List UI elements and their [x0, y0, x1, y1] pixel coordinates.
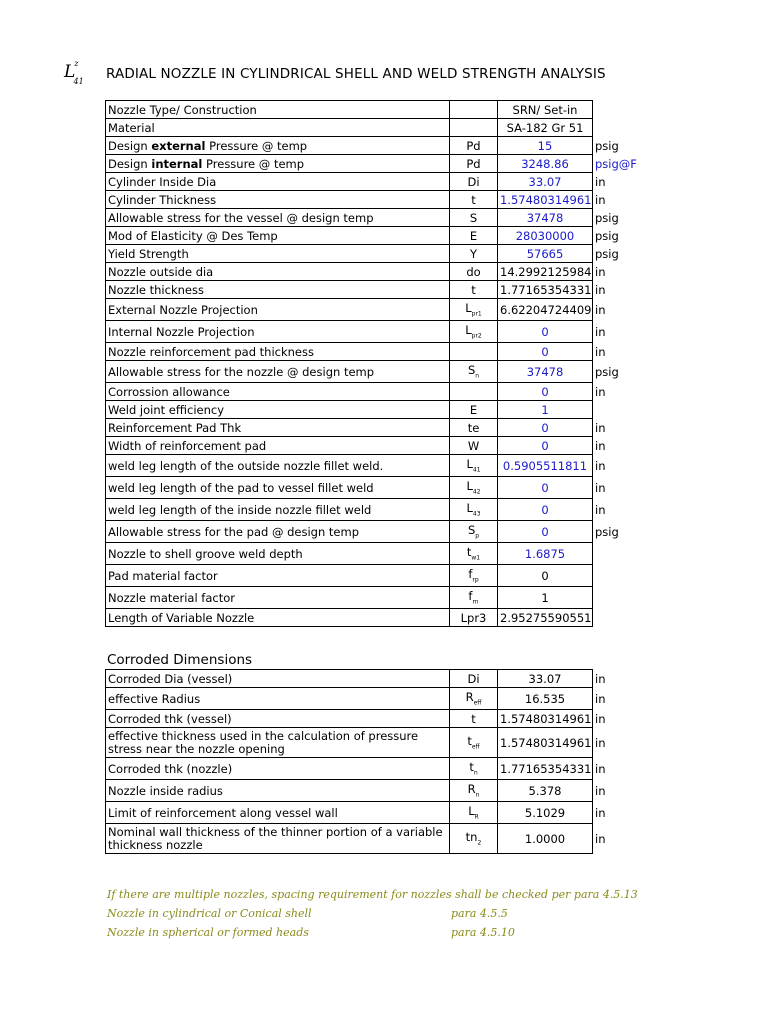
symbol-text: W [467, 438, 480, 453]
row-symbol [450, 710, 498, 728]
symbol-subscript: eff [471, 743, 480, 751]
note-text: If there are multiple nozzles, spacing requirement for nozzles shall be checked per para 4.5.13 [107, 888, 638, 901]
table-row [106, 780, 641, 802]
symbol-subscript: pr1 [471, 310, 482, 318]
logo-sub: 41 [73, 77, 84, 87]
row-symbol [450, 263, 498, 281]
symbol-subscript: pr2 [471, 332, 482, 340]
row-value: 1.77165354331 [498, 281, 593, 299]
row-symbol [450, 227, 498, 245]
table-row [106, 419, 641, 437]
table-row [106, 383, 641, 401]
row-label [106, 155, 450, 173]
row-symbol [450, 155, 498, 173]
row-value: 37478 [498, 361, 593, 383]
row-unit [593, 587, 641, 609]
row-unit [593, 543, 641, 565]
label-part: Design [108, 138, 152, 153]
row-value: 1.6875 [498, 543, 593, 565]
row-label: Nozzle reinforcement pad thickness [106, 343, 450, 361]
note-text: Nozzle in spherical or formed heads [107, 926, 309, 939]
row-unit: in [595, 691, 606, 706]
row-symbol [450, 780, 498, 802]
row-value: 28030000 [498, 227, 593, 245]
row-value: 0 [498, 499, 593, 521]
row-value: 0.5905511811 [498, 455, 593, 477]
row-unit [593, 609, 641, 627]
symbol-text: t [466, 545, 472, 560]
symbol-subscript: 42 [472, 488, 481, 496]
row-label: Corrossion allowance [106, 383, 450, 401]
row-unit: in [595, 671, 606, 686]
symbol-subscript: 43 [472, 510, 481, 518]
row-label: Nominal wall thickness of the thinner portion of a variable thickness nozzle [106, 824, 450, 854]
row-label: Allowable stress for the pad @ design temp [106, 521, 450, 543]
symbol-subscript: w1 [471, 554, 481, 562]
symbol-text: Lpr3 [460, 610, 487, 625]
row-unit: in [595, 324, 606, 339]
logo-sup: z [74, 59, 79, 69]
note-text: Nozzle in cylindrical or Conical shell [107, 907, 312, 920]
table-row [106, 499, 641, 521]
note-line [107, 926, 638, 945]
row-unit: in [595, 711, 606, 726]
note-line [107, 907, 638, 926]
row-label: Allowable stress for the vessel @ design temp [106, 209, 450, 227]
row-value: 1.57480314961 [498, 710, 593, 728]
symbol-text: R [467, 782, 476, 797]
table-row [106, 477, 641, 499]
label-emphasis: external [151, 138, 206, 153]
row-symbol [450, 299, 498, 321]
row-label: Material [106, 119, 450, 137]
row-value: 14.2992125984 [498, 263, 593, 281]
row-symbol [450, 688, 498, 710]
row-unit: in [595, 384, 606, 399]
row-value: 1.57480314961 [498, 191, 593, 209]
symbol-text: L [466, 457, 473, 472]
row-value: 1 [498, 587, 593, 609]
row-value: SA-182 Gr 51 [498, 119, 593, 137]
row-symbol [450, 191, 498, 209]
row-value: 37478 [498, 209, 593, 227]
row-unit: in [595, 783, 606, 798]
symbol-text: E [469, 402, 478, 417]
row-label: Corroded thk (vessel) [106, 710, 450, 728]
symbol-text: R [465, 690, 474, 705]
row-label: Pad material factor [106, 565, 450, 587]
row-symbol [450, 477, 498, 499]
row-value: 0 [498, 477, 593, 499]
table-row [106, 361, 641, 383]
row-label: effective Radius [106, 688, 450, 710]
row-value: 33.07 [498, 173, 593, 191]
logo-letter: L [64, 62, 76, 82]
row-symbol [450, 587, 498, 609]
symbol-text: S [467, 523, 476, 538]
table-row [106, 191, 641, 209]
row-unit: in [595, 192, 606, 207]
row-unit: in [595, 264, 606, 279]
table-row [106, 263, 641, 281]
row-label: Internal Nozzle Projection [106, 321, 450, 343]
table-row [106, 101, 641, 119]
table-row [106, 758, 641, 780]
row-value: 0 [498, 419, 593, 437]
row-value: 16.535 [498, 688, 593, 710]
symbol-subscript: 2 [477, 839, 482, 847]
row-label: Length of Variable Nozzle [106, 609, 450, 627]
symbol-text: L [465, 323, 472, 338]
row-label: Cylinder Inside Dia [106, 173, 450, 191]
row-unit: in [595, 480, 606, 495]
symbol-text: S [467, 363, 476, 378]
table-row [106, 710, 641, 728]
row-symbol [450, 281, 498, 299]
row-symbol [450, 802, 498, 824]
row-symbol [450, 343, 498, 361]
table-row [106, 155, 641, 173]
symbol-text: t [469, 760, 474, 775]
row-label: Nozzle to shell groove weld depth [106, 543, 450, 565]
row-symbol [450, 499, 498, 521]
corroded-dimensions-table [105, 669, 641, 854]
row-label: Width of reinforcement pad [106, 437, 450, 455]
row-label: Nozzle thickness [106, 281, 450, 299]
row-unit: psig [595, 524, 619, 539]
symbol-subscript: eff [473, 699, 482, 707]
row-symbol [450, 101, 498, 119]
row-label: Nozzle outside dia [106, 263, 450, 281]
row-symbol [450, 758, 498, 780]
note-para: para 4.5.5 [451, 907, 508, 920]
symbol-text: do [466, 264, 481, 279]
symbol-text: t [471, 282, 476, 297]
symbol-text: t [471, 192, 476, 207]
table-row [106, 343, 641, 361]
row-label [106, 137, 450, 155]
row-unit [593, 119, 641, 137]
row-unit: psig [595, 138, 619, 153]
row-label: Corroded thk (nozzle) [106, 758, 450, 780]
table-row [106, 688, 641, 710]
row-value: 1.0000 [498, 824, 593, 854]
row-symbol [450, 437, 498, 455]
table-row [106, 227, 641, 245]
row-value: 33.07 [498, 670, 593, 688]
symbol-subscript: rp [472, 576, 479, 584]
row-value: 0 [498, 521, 593, 543]
table-row [106, 543, 641, 565]
row-label: Cylinder Thickness [106, 191, 450, 209]
label-part: Pressure @ temp [205, 138, 308, 153]
table-row [106, 587, 641, 609]
row-unit: in [595, 458, 606, 473]
symbol-text: te [467, 420, 480, 435]
row-symbol [450, 728, 498, 758]
row-unit: psig [595, 228, 619, 243]
row-label: Yield Strength [106, 245, 450, 263]
row-symbol [450, 245, 498, 263]
symbol-text: S [469, 210, 478, 225]
row-label: weld leg length of the outside nozzle fillet weld. [106, 455, 450, 477]
row-value: 15 [498, 137, 593, 155]
symbol-text: f [468, 589, 473, 604]
row-symbol [450, 419, 498, 437]
row-symbol [450, 383, 498, 401]
row-unit [593, 401, 641, 419]
row-value: SRN/ Set-in [498, 101, 593, 119]
row-label: Mod of Elasticity @ Des Temp [106, 227, 450, 245]
row-unit: in [595, 502, 606, 517]
table-row [106, 299, 641, 321]
table-row [106, 521, 641, 543]
row-label: Nozzle material factor [106, 587, 450, 609]
row-value: 1 [498, 401, 593, 419]
symbol-text: Y [469, 246, 478, 261]
symbol-text: Di [467, 174, 480, 189]
row-value: 0 [498, 565, 593, 587]
table-row [106, 119, 641, 137]
symbol-subscript: n [473, 769, 478, 777]
row-value: 5.378 [498, 780, 593, 802]
row-unit: psig [595, 364, 619, 379]
note-para: para 4.5.10 [451, 926, 515, 939]
row-symbol [450, 137, 498, 155]
row-label: weld leg length of the inside nozzle fillet weld [106, 499, 450, 521]
row-symbol [450, 521, 498, 543]
table-row [106, 137, 641, 155]
row-symbol [450, 565, 498, 587]
symbol-subscript: n [475, 791, 480, 799]
row-label: Allowable stress for the nozzle @ design temp [106, 361, 450, 383]
row-value: 57665 [498, 245, 593, 263]
table-row [106, 802, 641, 824]
table-row [106, 321, 641, 343]
note-line [107, 888, 638, 907]
formula-logo [64, 59, 90, 87]
row-unit [593, 565, 641, 587]
label-part: Pressure @ temp [202, 156, 305, 171]
symbol-subscript: p [475, 532, 480, 540]
table-row [106, 173, 641, 191]
row-unit: in [595, 761, 606, 776]
symbol-subscript: 41 [472, 466, 481, 474]
row-label: Corroded Dia (vessel) [106, 670, 450, 688]
row-symbol [450, 361, 498, 383]
symbol-text: t [467, 734, 472, 749]
row-unit: in [595, 735, 606, 750]
table-row [106, 209, 641, 227]
symbol-text: E [469, 228, 478, 243]
row-unit: in [595, 344, 606, 359]
row-unit: psig [595, 210, 619, 225]
design-input-table [105, 100, 641, 627]
row-unit: psig@F [595, 156, 637, 171]
row-label: Limit of reinforcement along vessel wall [106, 802, 450, 824]
label-emphasis: internal [151, 156, 203, 171]
row-label: Weld joint efficiency [106, 401, 450, 419]
row-unit: in [595, 420, 606, 435]
row-unit: in [595, 438, 606, 453]
symbol-text: Di [467, 671, 480, 686]
row-value: 0 [498, 343, 593, 361]
table-row [106, 824, 641, 854]
row-symbol [450, 401, 498, 419]
symbol-text: tn [465, 830, 478, 845]
row-value: 2.95275590551 [498, 609, 593, 627]
row-unit: in [595, 831, 606, 846]
row-unit: psig [595, 246, 619, 261]
row-symbol [450, 543, 498, 565]
row-label: External Nozzle Projection [106, 299, 450, 321]
row-label: effective thickness used in the calculation of pressure stress near the nozzle opening [106, 728, 450, 758]
page-title: RADIAL NOZZLE IN CYLINDRICAL SHELL AND WELD STRENGTH ANALYSIS [106, 66, 606, 82]
notes [107, 888, 638, 945]
symbol-text: t [471, 711, 476, 726]
symbol-subscript: R [474, 813, 479, 821]
row-value: 1.57480314961 [498, 728, 593, 758]
label-part: Design [108, 156, 152, 171]
table-row [106, 728, 641, 758]
table-row [106, 281, 641, 299]
table-row [106, 670, 641, 688]
table-row [106, 609, 641, 627]
row-unit: in [595, 282, 606, 297]
table-row [106, 245, 641, 263]
row-value: 0 [498, 383, 593, 401]
table-row [106, 455, 641, 477]
row-value: 0 [498, 321, 593, 343]
table-row [106, 401, 641, 419]
row-unit: in [595, 302, 606, 317]
row-label: weld leg length of the pad to vessel fillet weld [106, 477, 450, 499]
row-unit: in [595, 805, 606, 820]
row-value: 1.77165354331 [498, 758, 593, 780]
table-row [106, 437, 641, 455]
symbol-text: f [468, 567, 473, 582]
symbol-text: L [468, 804, 475, 819]
row-value: 6.62204724409 [498, 299, 593, 321]
symbol-subscript: rn [472, 598, 479, 606]
row-label: Reinforcement Pad Thk [106, 419, 450, 437]
table-row [106, 565, 641, 587]
row-unit [593, 101, 641, 119]
symbol-subscript: n [475, 372, 480, 380]
row-label: Nozzle Type/ Construction [106, 101, 450, 119]
row-symbol [450, 209, 498, 227]
row-unit: in [595, 174, 606, 189]
row-value: 0 [498, 437, 593, 455]
row-symbol [450, 609, 498, 627]
row-symbol [450, 670, 498, 688]
row-symbol [450, 455, 498, 477]
symbol-text: L [465, 301, 472, 316]
row-symbol [450, 321, 498, 343]
symbol-text: Pd [466, 156, 481, 171]
corroded-section-title: Corroded Dimensions [107, 652, 253, 668]
row-symbol [450, 173, 498, 191]
row-label: Nozzle inside radius [106, 780, 450, 802]
symbol-text: L [466, 501, 473, 516]
symbol-text: L [466, 479, 473, 494]
row-value: 5.1029 [498, 802, 593, 824]
row-symbol [450, 824, 498, 854]
symbol-text: Pd [466, 138, 481, 153]
row-value: 3248.86 [498, 155, 593, 173]
row-symbol [450, 119, 498, 137]
